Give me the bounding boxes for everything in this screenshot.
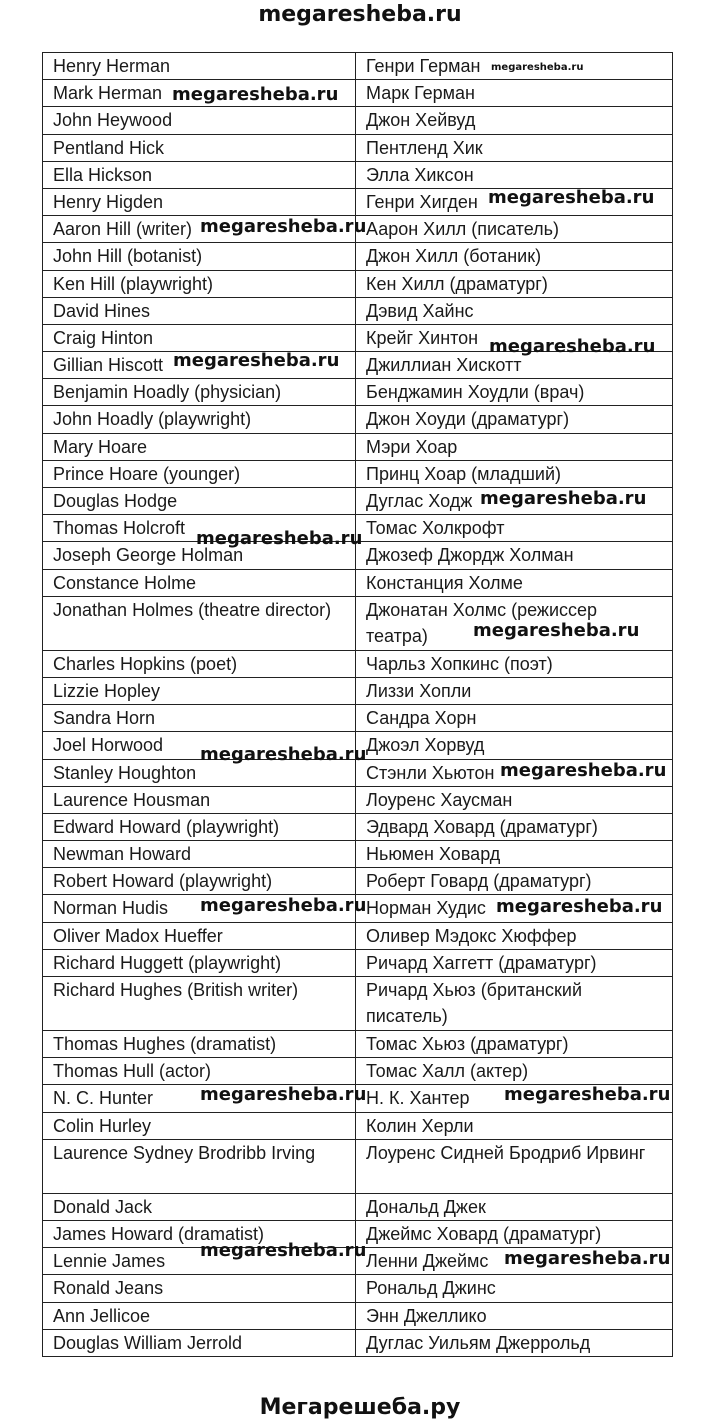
table-row (43, 243, 673, 270)
russian-name-cell: Лоуренс Хаусман (356, 786, 673, 813)
english-name-cell: Lizzie Hopley (43, 677, 356, 704)
watermark-text: megaresheba.ru (488, 187, 655, 208)
russian-name-cell: Дональд Джек (356, 1193, 673, 1220)
table-row (43, 949, 673, 976)
russian-name-cell: Колин Херли (356, 1112, 673, 1139)
watermark-text: megaresheba.ru (200, 1084, 367, 1105)
table-row (43, 406, 673, 433)
english-name-cell: Constance Holme (43, 569, 356, 596)
russian-name-cell: Джоэл Хорвуд (356, 732, 673, 759)
english-name-cell: Robert Howard (playwright) (43, 868, 356, 895)
watermark-text: megaresheba.ru (491, 62, 584, 73)
english-name-cell: Ronald Jeans (43, 1275, 356, 1302)
table-row (43, 1220, 673, 1247)
table-row (43, 188, 673, 215)
watermark-text: megaresheba.ru (473, 620, 640, 641)
table-row (43, 841, 673, 868)
english-name-cell: Edward Howard (playwright) (43, 813, 356, 840)
russian-name-cell: Элла Хиксон (356, 161, 673, 188)
names-table (42, 52, 673, 1357)
english-name-cell: Douglas William Jerrold (43, 1329, 356, 1356)
russian-name-cell: Джон Хейвуд (356, 107, 673, 134)
english-name-cell: Thomas Hughes (dramatist) (43, 1031, 356, 1058)
russian-name-cell: Роберт Говард (драматург) (356, 868, 673, 895)
english-name-cell: Donald Jack (43, 1193, 356, 1220)
russian-name-cell: Крейг Хинтон (356, 324, 673, 351)
table-row (43, 297, 673, 324)
table-row (43, 650, 673, 677)
russian-name-cell: Томас Холкрофт (356, 515, 673, 542)
watermark-text: megaresheba.ru (504, 1084, 671, 1105)
english-name-cell: Prince Hoare (younger) (43, 460, 356, 487)
table-row (43, 1085, 673, 1112)
english-name-cell: Henry Herman (43, 53, 356, 80)
english-name-cell: Thomas Hull (actor) (43, 1058, 356, 1085)
russian-name-cell: Энн Джеллико (356, 1302, 673, 1329)
english-name-cell: Ella Hickson (43, 161, 356, 188)
russian-name-cell: Дуглас Ходж (356, 488, 673, 515)
english-name-cell: Newman Howard (43, 841, 356, 868)
russian-name-cell: Принц Хоар (младший) (356, 460, 673, 487)
english-name-cell: Oliver Madox Hueffer (43, 922, 356, 949)
table-row (43, 433, 673, 460)
table-row (43, 977, 673, 1031)
russian-name-cell: Пентленд Хик (356, 134, 673, 161)
watermark-text: megaresheba.ru (504, 1248, 671, 1269)
watermark-text: megaresheba.ru (200, 744, 367, 765)
english-name-cell: Colin Hurley (43, 1112, 356, 1139)
russian-name-cell: Рональд Джинс (356, 1275, 673, 1302)
table-row (43, 1302, 673, 1329)
table-row (43, 542, 673, 569)
table-row (43, 759, 673, 786)
russian-name-cell: Эдвард Ховард (драматург) (356, 813, 673, 840)
russian-name-cell: Аарон Хилл (писатель) (356, 216, 673, 243)
english-name-cell: Norman Hudis (43, 895, 356, 922)
english-name-cell: Laurence Sydney Brodribb Irving (43, 1139, 356, 1193)
russian-name-cell: Дуглас Уильям Джеррольд (356, 1329, 673, 1356)
table-row (43, 270, 673, 297)
english-name-cell: Lennie James (43, 1248, 356, 1275)
english-name-cell: Laurence Housman (43, 786, 356, 813)
table-row (43, 1139, 673, 1193)
table-row (43, 1058, 673, 1085)
watermark-text: megaresheba.ru (496, 896, 663, 917)
english-name-cell: Craig Hinton (43, 324, 356, 351)
table-row (43, 80, 673, 107)
table-row (43, 569, 673, 596)
english-name-cell: N. C. Hunter (43, 1085, 356, 1112)
watermark-text: megaresheba.ru (172, 84, 339, 105)
site-header: megaresheba.ru (258, 2, 462, 27)
table-row (43, 352, 673, 379)
russian-name-cell: Дэвид Хайнс (356, 297, 673, 324)
table-row (43, 216, 673, 243)
table-row (43, 134, 673, 161)
english-name-cell: Richard Hughes (British writer) (43, 977, 356, 1031)
site-footer: Мегарешеба.ру (259, 1395, 461, 1420)
table-row (43, 868, 673, 895)
table-row (43, 515, 673, 542)
watermark-text: megaresheba.ru (489, 336, 656, 357)
english-name-cell: Charles Hopkins (poet) (43, 650, 356, 677)
english-name-cell: Mark Herman (43, 80, 356, 107)
russian-name-cell: Генри Хигден (356, 188, 673, 215)
russian-name-cell: Ленни Джеймс (356, 1248, 673, 1275)
watermark-text: megaresheba.ru (480, 488, 647, 509)
table-row (43, 1112, 673, 1139)
russian-name-cell: Ричард Хаггетт (драматург) (356, 949, 673, 976)
russian-name-cell: Сандра Хорн (356, 705, 673, 732)
english-name-cell: Joseph George Holman (43, 542, 356, 569)
table-row (43, 705, 673, 732)
russian-name-cell: Стэнли Хьютон (356, 759, 673, 786)
table-row (43, 379, 673, 406)
english-name-cell: Aaron Hill (writer) (43, 216, 356, 243)
table-row (43, 488, 673, 515)
watermark-text: megaresheba.ru (500, 760, 667, 781)
table-row (43, 813, 673, 840)
english-name-cell: John Hoadly (playwright) (43, 406, 356, 433)
english-name-cell: Pentland Hick (43, 134, 356, 161)
table-row (43, 324, 673, 351)
russian-name-cell: Ричард Хьюз (британский писатель) (356, 977, 673, 1031)
table-row (43, 596, 673, 650)
russian-name-cell: Томас Хьюз (драматург) (356, 1031, 673, 1058)
russian-name-cell: Кен Хилл (драматург) (356, 270, 673, 297)
english-name-cell: John Hill (botanist) (43, 243, 356, 270)
english-name-cell: Stanley Houghton (43, 759, 356, 786)
russian-name-cell: Джон Хоуди (драматург) (356, 406, 673, 433)
russian-name-cell: Джон Хилл (ботаник) (356, 243, 673, 270)
english-name-cell: Richard Huggett (playwright) (43, 949, 356, 976)
table-row (43, 1031, 673, 1058)
english-name-cell: Thomas Holcroft (43, 515, 356, 542)
watermark-text: megaresheba.ru (200, 216, 367, 237)
watermark-text: megaresheba.ru (196, 528, 363, 549)
english-name-cell: Ken Hill (playwright) (43, 270, 356, 297)
names-table-body (43, 53, 673, 1357)
table-row (43, 1248, 673, 1275)
russian-name-cell: Марк Герман (356, 80, 673, 107)
table-row (43, 1193, 673, 1220)
table-row (43, 107, 673, 134)
russian-name-cell: Джозеф Джордж Холман (356, 542, 673, 569)
table-row (43, 53, 673, 80)
watermark-text: megaresheba.ru (173, 350, 340, 371)
table-row (43, 460, 673, 487)
russian-name-cell: Констанция Холме (356, 569, 673, 596)
watermark-text: megaresheba.ru (200, 895, 367, 916)
table-row (43, 1275, 673, 1302)
table-row (43, 732, 673, 759)
english-name-cell: Douglas Hodge (43, 488, 356, 515)
table-row (43, 677, 673, 704)
russian-name-cell: Оливер Мэдокс Хюффер (356, 922, 673, 949)
english-name-cell: Gillian Hiscott (43, 352, 356, 379)
russian-name-cell: Лиззи Хопли (356, 677, 673, 704)
table-row (43, 786, 673, 813)
russian-name-cell: Джеймс Ховард (драматург) (356, 1220, 673, 1247)
english-name-cell: Mary Hoare (43, 433, 356, 460)
english-name-cell: James Howard (dramatist) (43, 1220, 356, 1247)
english-name-cell: Sandra Horn (43, 705, 356, 732)
english-name-cell: David Hines (43, 297, 356, 324)
watermark-text: megaresheba.ru (200, 1240, 367, 1261)
russian-name-cell: Норман Худис (356, 895, 673, 922)
russian-name-cell: Бенджамин Хоудли (врач) (356, 379, 673, 406)
english-name-cell: Joel Horwood (43, 732, 356, 759)
table-row (43, 161, 673, 188)
english-name-cell: John Heywood (43, 107, 356, 134)
english-name-cell: Henry Higden (43, 188, 356, 215)
english-name-cell: Benjamin Hoadly (physician) (43, 379, 356, 406)
russian-name-cell: Лоуренс Сидней Бродриб Ирвинг (356, 1139, 673, 1193)
table-row (43, 1329, 673, 1356)
russian-name-cell: Джиллиан Хискотт (356, 352, 673, 379)
russian-name-cell: Джонатан Холмс (режиссер театра) (356, 596, 673, 650)
english-name-cell: Ann Jellicoe (43, 1302, 356, 1329)
russian-name-cell: Томас Халл (актер) (356, 1058, 673, 1085)
table-row (43, 895, 673, 922)
russian-name-cell: Ньюмен Ховард (356, 841, 673, 868)
russian-name-cell: Генри Герман (356, 53, 673, 80)
table-row (43, 922, 673, 949)
russian-name-cell: Н. К. Хантер (356, 1085, 673, 1112)
english-name-cell: Jonathan Holmes (theatre director) (43, 596, 356, 650)
russian-name-cell: Чарльз Хопкинс (поэт) (356, 650, 673, 677)
russian-name-cell: Мэри Хоар (356, 433, 673, 460)
